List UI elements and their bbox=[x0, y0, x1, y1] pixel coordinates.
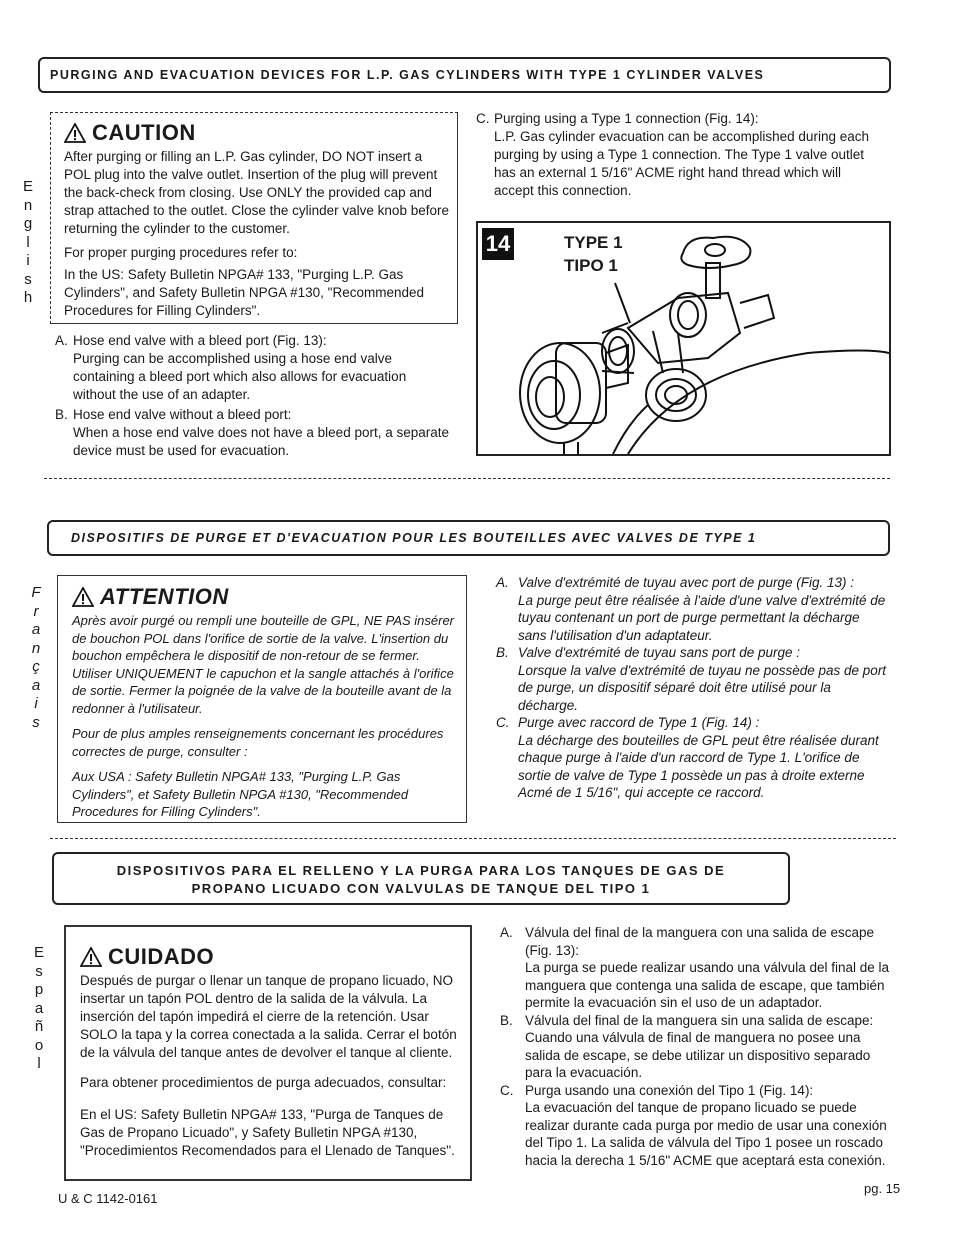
attention-title: ATTENTION bbox=[72, 585, 458, 609]
side-label-english: E n g l i s h bbox=[22, 178, 33, 306]
list-item: A. Valve d'extrémité de tuyau avec port de purge (Fig. 13) : La purge peut être réalisée à l'aide d'une valve d'extrémité de tuyau contenant un port de purge permettant la décharge sans l'utilisation d'un adaptateur. bbox=[496, 575, 886, 643]
caution-bulletins: In the US: Safety Bulletin NPGA# 133, "Purging L.P. Gas Cylinders", and Safety Bulletin NPGA #130, "Recommended Procedures for Filling Cylinders". bbox=[64, 267, 425, 318]
list-item: B. Valve d'extrémité de tuyau sans port de purge : Lorsque la valve d'extrémité de tuyau ne possède pas de port de purge, un dispositif séparé doit être utilisé pour la décharge. bbox=[496, 645, 887, 713]
section-divider bbox=[50, 838, 896, 839]
figure-label-type: TYPE 1 bbox=[564, 233, 623, 252]
attention-bulletins: Aux USA : Safety Bulletin NPGA# 133, "Purging L.P. Gas Cylinders", et Safety Bulletin NPGA #130, "Recommended Procedures for Filling Cylinders". bbox=[72, 769, 409, 819]
doc-number: U & C 1142-0161 bbox=[58, 1191, 158, 1206]
cuidado-bulletins: En el US: Safety Bulletin NPGA# 133, "Purga de Tanques de Gas de Propano Licuado", y Safety Bulletin NPGA #130, "Procedimientos Recomendados para el Llenado de Tanques". bbox=[80, 1107, 455, 1158]
list-item: C. Purga usando una conexión del Tipo 1 (Fig. 14): La evacuación del tanque de propano licuado se puede realizar durante cada purga por medio de usar una conexión del Tipo 1. La salida de válvula del Tipo 1 posee un roscado hacia la derecha 1 5/16" ACME que aceptará esta conexión. bbox=[500, 1082, 887, 1168]
side-label-spanish: E s p a ñ o l bbox=[33, 944, 44, 1072]
section-header-spanish: DISPOSITIVOS PARA EL RELLENO Y LA PURGA PARA LOS TANQUES DE GAS DE PROPANO LICUADO CON VALVULAS DE TANQUE DEL TIPO 1 bbox=[52, 852, 790, 905]
caution-refer: For proper purging procedures refer to: bbox=[64, 245, 298, 260]
cuidado-title: CUIDADO bbox=[80, 945, 462, 969]
section-divider bbox=[44, 478, 890, 479]
warning-triangle-icon bbox=[72, 587, 94, 607]
section-header-english: PURGING AND EVACUATION DEVICES FOR L.P. GAS CYLINDERS WITH TYPE 1 CYLINDER VALVES bbox=[38, 57, 891, 93]
caution-box bbox=[50, 112, 458, 324]
section-header-french: DISPOSITIFS DE PURGE ET D'EVACUATION POUR LES BOUTEILLES AVEC VALVES DE TYPE 1 bbox=[47, 520, 890, 556]
french-items bbox=[496, 574, 888, 802]
attention-refer: Pour de plus amples renseignements concernant les procédures correctes de purge, consulter : bbox=[72, 726, 444, 759]
english-items-left bbox=[55, 332, 450, 460]
figure-label-tipo: TIPO 1 bbox=[564, 256, 618, 275]
caution-body: After purging or filling an L.P. Gas cylinder, DO NOT insert a POL plug into the valve outlet. Insertion of the plug will prevent the back-check from closing. Use ONLY the provided cap and strap attached to the outlet. Close the cylinder valve knob before returning the cylinder to the customer. bbox=[64, 149, 449, 236]
list-item: B. Válvula del final de la manguera sin una salida de escape: Cuando una válvula de final de manguera no posee una salida de escape, se debe utilizar un dispositivo separado para la evacuación. bbox=[500, 1012, 874, 1080]
cuidado-refer: Para obtener procedimientos de purga adecuados, consultar: bbox=[80, 1075, 447, 1090]
warning-triangle-icon bbox=[80, 947, 102, 967]
page-number: pg. 15 bbox=[864, 1181, 901, 1196]
attention-body: Après avoir purgé ou rempli une bouteille de GPL, NE PAS insérer de bouchon POL dans l'orifice de sortie de la valve. L'insertion du bouchon empêchera le dispositif de non-retour de se fermer. Utiliser UNIQUEMENT le capuchon et la sangle attachés à l'orifice de sortie. Fermer la poignée de la valve de la bouteille avant de la redonner à l'utilisateur. bbox=[72, 613, 455, 716]
figure-number: 14 bbox=[482, 228, 514, 260]
list-item: A. Válvula del final de la manguera con una salida de escape (Fig. 13): La purga se puede realizar usando una válvula del final de la manguera que contenga una salida de escape, que también permite la evacuación sin el uso de un adaptador. bbox=[500, 925, 890, 1010]
list-item: B. Hose end valve without a bleed port: When a hose end valve does not have a bleed port, a separate device must be used for evacuation. bbox=[55, 407, 450, 458]
list-item: A. Hose end valve with a bleed port (Fig. 13): Purging can be accomplished using a hose end valve containing a bleed port which also allows for evacuation without the use of an adapter. bbox=[55, 333, 407, 402]
attention-box bbox=[57, 575, 467, 823]
english-items-right bbox=[476, 110, 876, 200]
warning-triangle-icon bbox=[64, 123, 86, 143]
side-label-french: F r a n ç a i s bbox=[31, 584, 41, 731]
cuidado-box bbox=[64, 925, 472, 1181]
spanish-items bbox=[500, 924, 892, 1169]
cuidado-body: Después de purgar o llenar un tanque de propano licuado, NO insertar un tapón POL dentro de la salida de la válvula. La inserción del tapón impedirá el cierre de la retención. Usar SOLO la tapa y la correa conectada a la salida. Cerrar el botón de la válvula del tanque antes de devolver el tanque al cliente. bbox=[80, 973, 457, 1060]
figure-14 bbox=[476, 221, 891, 456]
list-item: C. Purge avec raccord de Type 1 (Fig. 14) : La décharge des bouteilles de GPL peut être réalisée durant chaque purge à l'aide d'un raccord de Type 1. L'orifice de sortie de valve de Type 1 possède un pas à droite externe Acmé de 1 5/16", qui accepte ce raccord. bbox=[496, 715, 879, 800]
valve-illustration bbox=[478, 223, 889, 454]
list-item: C. Purging using a Type 1 connection (Fig. 14): L.P. Gas cylinder evacuation can be accomplished during each purging by using a Type 1 connection. The Type 1 valve outlet has an external 1 5/16" ACME right hand thread which will accept this connection. bbox=[476, 111, 869, 198]
caution-title: CAUTION bbox=[64, 121, 449, 145]
